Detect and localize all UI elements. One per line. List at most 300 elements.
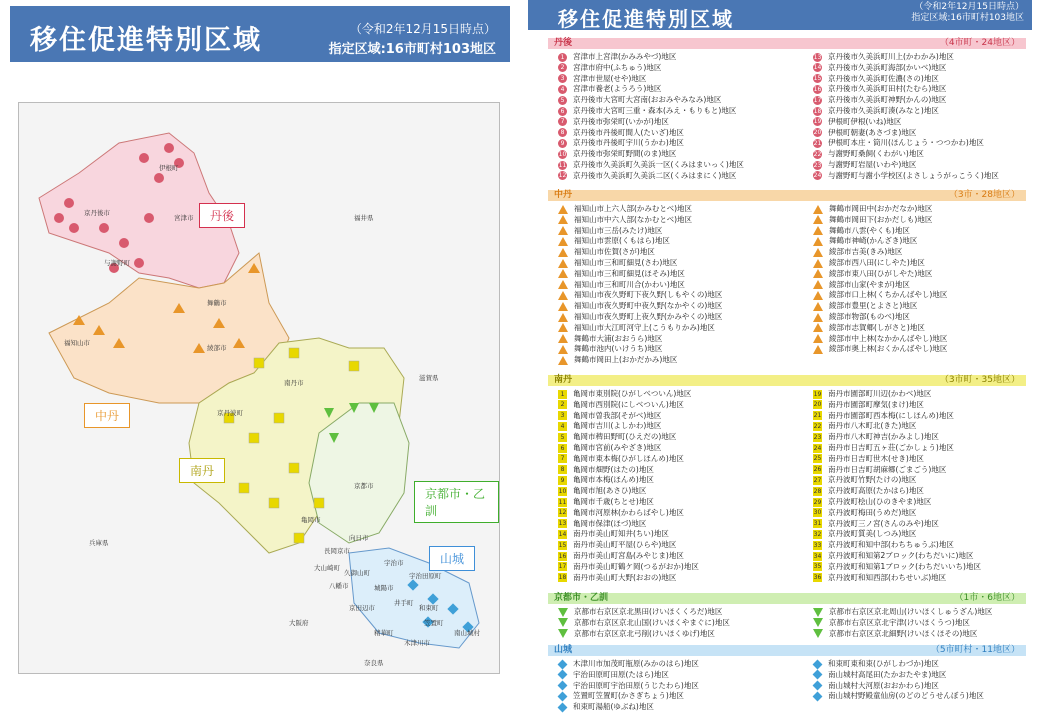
district-item (813, 681, 939, 691)
district-name: 亀岡市東別院(ひがしべついん)地区 (573, 389, 692, 398)
district-marker-icon (558, 226, 568, 235)
map-label: 和束町 (419, 604, 439, 612)
district-item (813, 247, 902, 257)
district-marker-icon: 13 (813, 53, 822, 61)
district-item (558, 74, 646, 84)
section-header (548, 593, 1026, 604)
district-marker-icon (558, 280, 568, 289)
district-item (813, 301, 917, 311)
map-label: 兵庫県 (89, 539, 109, 547)
district-name: 亀岡市千歳(ちとせ)地区 (573, 497, 654, 506)
district-name: 宮津市世屋(せや)地区 (573, 73, 647, 83)
district-item (558, 400, 684, 410)
district-item (813, 629, 977, 639)
district-item (558, 540, 676, 550)
district-item (558, 258, 677, 268)
district-name: 福知山市上六人部(かみむとべ)地区 (574, 204, 693, 213)
district-item (558, 475, 654, 485)
district-item (558, 95, 721, 105)
district-item (558, 454, 684, 464)
district-marker-icon (558, 659, 568, 669)
section-header (548, 190, 1026, 201)
district-marker-icon (558, 334, 568, 343)
district-item (813, 344, 947, 354)
district-marker-icon: 14 (558, 530, 567, 538)
section-count: （3市・28地区） (948, 190, 1020, 200)
district-marker-icon (558, 356, 568, 365)
district-name: 福知山市三和町細見(さわ)地区 (574, 258, 678, 267)
district-marker-icon (813, 259, 823, 268)
section-count: （5市町村・11地区） (930, 645, 1020, 655)
district-marker-icon: 25 (813, 455, 822, 463)
district-name: 南丹市美山町宮島(みやじま)地区 (573, 551, 684, 560)
district-item (813, 497, 931, 507)
district-item (813, 280, 910, 290)
district-name: 京丹後市大宮町三重・森本(みえ・もりもと)地区 (573, 106, 737, 115)
district-name: 京丹波町三ノ宮(さんのみや)地区 (828, 518, 939, 528)
map-label: 笠置町 (424, 619, 444, 627)
district-marker-icon: 27 (813, 476, 822, 484)
district-marker-icon: 28 (813, 487, 822, 495)
region-tag-chutan: 中丹 (84, 403, 130, 428)
map-label: 精華町 (374, 629, 394, 637)
district-item (558, 160, 744, 170)
district-item (558, 117, 669, 127)
district-marker-icon: 10 (558, 150, 567, 158)
district-name: 宇治田原町宇治田原(うじたわら)地区 (573, 680, 699, 690)
district-name: 亀岡市東本梅(ひがしほんめ)地区 (573, 453, 684, 463)
map-label: 城陽市 (374, 584, 394, 592)
district-name: 和束町湯船(ゆぶね)地区 (573, 702, 654, 712)
district-marker-icon (558, 313, 568, 322)
district-marker-icon (813, 608, 823, 617)
district-name: 舞鶴市八雲(やくも)地区 (829, 225, 910, 235)
right-header (528, 0, 1032, 30)
district-name: 亀岡市保津(ほづ)地区 (573, 518, 647, 528)
district-item (558, 573, 676, 583)
district-marker-icon: 19 (813, 390, 822, 398)
district-name: 南丹市園部町摩気(まけ)地区 (828, 399, 924, 409)
district-item (558, 681, 699, 691)
district-item (558, 312, 722, 322)
district-item (558, 290, 722, 300)
district-name: 南山城村大河原(おおかわら)地区 (828, 680, 939, 690)
district-name: 宮津市養老(ようろう)地区 (573, 84, 662, 94)
section-count: （4市町・24地区） (939, 38, 1020, 48)
map-label: 南丹市 (284, 379, 304, 387)
district-marker-icon: 36 (813, 574, 822, 582)
district-marker-icon (813, 248, 823, 257)
district-item (813, 618, 970, 628)
district-marker-icon (813, 681, 823, 691)
district-marker-icon: 15 (813, 75, 822, 83)
district-name: 与謝野町桑飼(くわがい)地区 (828, 149, 924, 159)
district-name: 京丹波町竹野(たけの)地区 (828, 475, 917, 485)
district-marker-icon (558, 248, 568, 257)
district-marker-icon (558, 670, 568, 680)
district-marker-icon: 4 (558, 85, 567, 94)
district-marker-icon (813, 670, 823, 680)
district-name: 京都市右京区京北弓削(けいほくゆげ)地区 (574, 628, 715, 638)
district-name: 亀岡市河原林(かわらばやし)地区 (573, 507, 684, 517)
district-name: 舞鶴市大浦(おおうら)地区 (574, 333, 663, 343)
district-item (558, 215, 692, 225)
district-item (558, 519, 646, 529)
district-marker-icon: 12 (558, 172, 567, 180)
district-name: 亀岡市曽我部(そがべ)地区 (573, 410, 662, 420)
district-marker-icon (558, 702, 568, 712)
map-label: 久御山町 (344, 569, 370, 577)
district-marker-icon (813, 659, 823, 669)
district-name: 京丹波町質美(しつみ)地区 (828, 529, 917, 539)
district-item (558, 247, 655, 257)
district-item (558, 323, 715, 333)
district-marker-icon: 6 (558, 107, 567, 116)
map-label: 京丹後市 (84, 209, 110, 217)
district-item (558, 486, 646, 496)
district-name: 舞鶴市岡田中(おかだなか)地区 (829, 204, 933, 213)
district-marker-icon (813, 313, 823, 322)
district-item (813, 215, 932, 225)
district-marker-icon (558, 269, 568, 278)
district-name: 綾部市奥上林(おくかんばやし)地区 (829, 344, 948, 354)
map-label: 大阪府 (289, 619, 309, 627)
district-item (813, 74, 939, 84)
district-item (558, 301, 722, 311)
section-name: 中丹 (554, 190, 573, 200)
district-name: 福知山市中六人部(なかむとべ)地区 (574, 214, 693, 224)
district-item (813, 670, 946, 680)
district-item (558, 106, 736, 116)
district-marker-icon (558, 618, 568, 627)
district-name: 舞鶴市池内(いけうち)地区 (574, 344, 663, 354)
district-name: 亀岡市宮前(みやざき)地区 (573, 443, 662, 452)
map-label: 向日市 (349, 534, 369, 542)
district-item (813, 323, 925, 333)
right-date (911, 2, 1024, 24)
district-name: 京丹後市弥栄町野間(のま)地区 (573, 149, 677, 159)
district-name: 京丹波町和知第1ブロック(わちだいいち)地区 (828, 561, 981, 571)
district-item (813, 226, 910, 236)
map-label: 亀岡市 (301, 516, 321, 524)
map-label: 福井県 (354, 214, 374, 222)
left-designation: 指定区域:16市町村103地区 (328, 42, 496, 57)
district-name: 京丹後市丹後町間人(たいざ)地区 (573, 127, 684, 137)
district-name: 福知山市三和町川合(かわい)地区 (574, 279, 685, 289)
district-name: 南丹市美山町平屋(ひらや)地区 (573, 540, 677, 550)
district-marker-icon: 19 (813, 118, 822, 126)
district-item (813, 312, 910, 322)
district-name: 京丹波町和知西部(わちせいぶ)地区 (828, 572, 947, 582)
district-item (558, 551, 684, 561)
district-name: 福知山市三和町細見(ほそみ)地区 (574, 268, 685, 278)
district-name: 京都市右京区京北周山(けいほくしゅうざん)地区 (829, 607, 993, 616)
left-header (10, 6, 510, 62)
map-label: 奈良県 (364, 659, 384, 667)
map-label: 大山崎町 (314, 564, 340, 572)
district-marker-icon: 26 (813, 466, 822, 474)
district-item (813, 529, 916, 539)
district-name: 福知山市三岳(みたけ)地区 (574, 225, 663, 235)
district-name: 京丹後市久美浜町海部(かいべ)地区 (828, 62, 947, 72)
district-name: 木津川市加茂町瓶原(みかのはら)地区 (573, 659, 699, 668)
district-name: 京丹後市久美浜町佐濃(さの)地区 (828, 73, 939, 83)
district-name: 京丹後市弥栄町(いかが)地区 (573, 116, 669, 126)
region-tag-tango: 丹後 (199, 203, 245, 228)
district-item (813, 508, 916, 518)
district-item (558, 497, 654, 507)
district-marker-icon: 8 (558, 465, 567, 474)
district-marker-icon (813, 280, 823, 289)
district-name: 亀岡市旭(あさひ)地区 (573, 486, 647, 496)
map-label: 木津川市 (404, 639, 430, 647)
district-item (813, 63, 946, 73)
section-count: （1市・6地区） (954, 593, 1020, 603)
district-item (813, 659, 939, 669)
district-name: 南丹市日吉町胡麻郷(ごまごう)地区 (828, 464, 947, 474)
district-name: 福知山市夜久野町下夜久野(しもやくの)地区 (574, 290, 723, 300)
district-marker-icon (558, 629, 568, 638)
district-item (558, 138, 684, 148)
section-name: 丹後 (554, 38, 573, 48)
district-name: 舞鶴市神崎(かんざき)地区 (829, 236, 918, 246)
district-name: 舞鶴市岡田上(おかだかみ)地区 (574, 355, 678, 365)
district-marker-icon (813, 302, 823, 311)
district-name: 京丹波町和知第2ブロック(わちだいに)地区 (828, 551, 974, 560)
district-name: 福知山市大江町河守上(こうもりかみ)地区 (574, 322, 715, 332)
district-name: 亀岡市吉川(よしかわ)地区 (573, 421, 662, 431)
region-tag-nantan: 南丹 (179, 458, 225, 483)
map-label: 与謝野町 (104, 259, 130, 267)
map-label: 宮津市 (174, 214, 194, 222)
district-item (558, 280, 685, 290)
district-item (558, 618, 730, 628)
district-name: 綾部市志賀郷(しがさと)地区 (829, 322, 925, 332)
district-item (558, 52, 676, 62)
district-item (813, 540, 954, 550)
district-name: 京丹波町和知中部(わちちゅうぶ)地区 (828, 540, 954, 550)
map-label: 舞鶴市 (207, 299, 227, 307)
map-label: 南山城村 (454, 629, 480, 637)
district-name: 京都市右京区京北山国(けいほくやまぐに)地区 (574, 617, 730, 627)
map-label: 宇治市 (384, 559, 404, 567)
district-marker-icon: 17 (813, 96, 822, 104)
district-marker-icon: 9 (558, 476, 567, 485)
district-name: 京丹後市久美浜町川上(かわかみ)地区 (828, 52, 954, 61)
district-marker-icon: 22 (813, 422, 822, 430)
district-item (813, 519, 939, 529)
district-name: 京都市右京区京北細野(けいほくほその)地区 (829, 628, 978, 638)
section-count: （3市町・35地区） (939, 375, 1020, 385)
district-name: 南丹市園部町川辺(かわべ)地区 (828, 389, 932, 398)
district-name: 綾部市口上林(くちかんばやし)地区 (829, 290, 948, 300)
district-item (813, 52, 954, 62)
district-item (558, 607, 722, 617)
map-label: 京田辺市 (349, 604, 375, 612)
district-marker-icon: 10 (558, 487, 567, 495)
district-marker-icon: 32 (813, 530, 822, 538)
district-marker-icon (558, 259, 568, 268)
district-item (813, 443, 954, 453)
district-marker-icon: 2 (558, 63, 567, 72)
district-name: 笠置町笠置町(かさぎちょう)地区 (573, 691, 684, 701)
map-label: 宇治田原町 (409, 572, 442, 580)
district-marker-icon: 7 (558, 117, 567, 126)
district-marker-icon (813, 226, 823, 235)
right-title: 移住促進特別区域 (558, 7, 734, 31)
section-name: 京都市・乙訓 (554, 593, 609, 603)
district-item (558, 269, 685, 279)
district-marker-icon (813, 205, 823, 214)
district-marker-icon: 20 (813, 401, 822, 409)
district-name: 綾部市物部(ものべ)地区 (829, 312, 910, 321)
district-marker-icon: 21 (813, 412, 822, 420)
region-tag-yamashiro: 山城 (429, 546, 475, 571)
district-name: 伊根町本庄・筒川(ほんじょう・つつかわ)地区 (828, 138, 984, 148)
left-date: （令和2年12月15日時点） (349, 22, 496, 36)
district-name: 与謝野町与謝小学校区(よさしょうがっこうく)地区 (828, 170, 999, 180)
district-marker-icon (558, 205, 568, 214)
district-marker-icon: 24 (813, 444, 822, 452)
district-item (813, 149, 924, 159)
district-item (813, 607, 992, 617)
district-marker-icon: 18 (558, 574, 567, 582)
district-item (558, 432, 676, 442)
district-name: 南丹市園部町西本梅(にしほんめ)地区 (828, 410, 954, 420)
left-title: 移住促進特別区域 (30, 25, 262, 56)
district-item (813, 454, 924, 464)
district-item (813, 171, 999, 181)
district-marker-icon: 15 (558, 541, 567, 549)
district-item (558, 659, 699, 669)
map-label: 長岡京市 (324, 547, 350, 555)
right-date-line2: 指定区域:16市町村103地区 (911, 13, 1024, 23)
district-name: 福知山市佐賀(さが)地区 (574, 247, 655, 257)
district-item (558, 84, 661, 94)
district-name: 南丹市八木町北(きた)地区 (828, 421, 917, 431)
map-label: 福知山市 (64, 339, 90, 347)
right-date-line1: （令和2年12月15日時点） (914, 2, 1024, 12)
district-name: 南山城村高尾田(たかおたやま)地区 (828, 669, 947, 679)
district-name: 綾部市山家(やまが)地区 (829, 279, 910, 289)
district-name: 福知山市夜久野町中夜久野(なかやくの)地区 (574, 301, 723, 311)
kyoto-map (18, 102, 500, 674)
district-name: 京丹後市久美浜町久美浜二区(くみはまにく)地区 (573, 170, 737, 180)
district-name: 南丹市美山町大野(おおの)地区 (573, 572, 677, 582)
district-list-panel (528, 0, 1032, 720)
district-item (558, 334, 662, 344)
district-marker-icon: 16 (558, 552, 567, 560)
district-name: 福知山市雲原(くもはら)地区 (574, 236, 670, 246)
district-item (813, 691, 984, 701)
map-label: 綾部市 (207, 344, 227, 352)
district-item (558, 344, 662, 354)
district-item (558, 529, 669, 539)
district-name: 舞鶴市岡田下(おかだしも)地区 (829, 214, 933, 224)
district-item (558, 149, 676, 159)
district-marker-icon: 2 (558, 400, 567, 409)
district-item (813, 475, 916, 485)
district-name: 和束町東和束(ひがしわづか)地区 (828, 659, 939, 668)
district-item (558, 204, 692, 214)
district-item (813, 400, 924, 410)
district-name: 京丹後市大宮町大宮南(おおみやみなみ)地区 (573, 95, 722, 105)
district-name: 南山城村野殿童仙房(のどのどうせんぼう)地区 (828, 691, 984, 701)
district-item (558, 465, 654, 475)
map-label: 伊根町 (159, 164, 179, 172)
district-marker-icon: 35 (813, 563, 822, 571)
district-item (558, 562, 699, 572)
district-item (558, 226, 662, 236)
district-item (558, 128, 684, 138)
district-name: 亀岡市本梅(ほんめ)地区 (573, 475, 654, 485)
district-item (813, 269, 932, 279)
district-name: 京都市右京区京北黒田(けいほくくろだ)地区 (574, 607, 723, 616)
district-marker-icon: 20 (813, 129, 822, 137)
district-marker-icon: 1 (558, 53, 567, 62)
district-name: 京丹波町梅田(うめだ)地区 (828, 507, 917, 517)
district-marker-icon (813, 618, 823, 627)
district-name: 伊根町伊根(いね)地区 (828, 116, 902, 126)
map-label: 京都市 (354, 482, 374, 490)
district-marker-icon: 7 (558, 454, 567, 463)
district-marker-icon (813, 269, 823, 278)
map-label: 京丹波町 (217, 409, 243, 417)
district-name: 宇治田原町田原(たはら)地区 (573, 669, 669, 679)
section-header (548, 38, 1026, 49)
section-name: 山城 (554, 645, 573, 655)
district-marker-icon: 30 (813, 509, 822, 517)
district-item (813, 258, 925, 268)
district-item (558, 443, 661, 453)
district-name: 京丹後市丹後町宇川(うかわ)地区 (573, 138, 684, 148)
district-marker-icon: 11 (558, 498, 567, 506)
district-marker-icon (813, 291, 823, 300)
district-item (813, 573, 946, 583)
district-marker-icon (813, 334, 823, 343)
district-item (813, 290, 947, 300)
district-item (813, 106, 939, 116)
district-marker-icon (813, 237, 823, 246)
district-marker-icon: 13 (558, 520, 567, 528)
district-marker-icon: 22 (813, 150, 822, 158)
district-marker-icon: 16 (813, 85, 822, 93)
district-name: 京丹後市久美浜町久美浜一区(くみはまいっく)地区 (573, 160, 744, 169)
district-item (558, 389, 691, 399)
district-item (813, 432, 939, 442)
district-marker-icon (558, 237, 568, 246)
district-marker-icon: 14 (813, 64, 822, 72)
district-name: 京丹波町桧山(ひのきやま)地区 (828, 497, 932, 506)
district-name: 綾部市西八田(にしやた)地区 (829, 258, 925, 267)
district-item (813, 551, 973, 561)
district-marker-icon: 1 (558, 390, 567, 399)
district-name: 与謝野町岩屋(いわや)地区 (828, 160, 917, 169)
district-marker-icon (813, 323, 823, 332)
district-item (558, 702, 654, 712)
district-item (813, 204, 932, 214)
district-marker-icon: 5 (558, 433, 567, 442)
district-item (558, 629, 715, 639)
district-name: 綾部市豊里(とよさと)地区 (829, 301, 918, 311)
district-marker-icon: 33 (813, 541, 822, 549)
district-name: 南丹市八木町神吉(かみよし)地区 (828, 432, 939, 442)
district-marker-icon (558, 608, 568, 617)
district-marker-icon (558, 215, 568, 224)
district-item (813, 160, 916, 170)
district-marker-icon (558, 323, 568, 332)
district-item (813, 389, 931, 399)
